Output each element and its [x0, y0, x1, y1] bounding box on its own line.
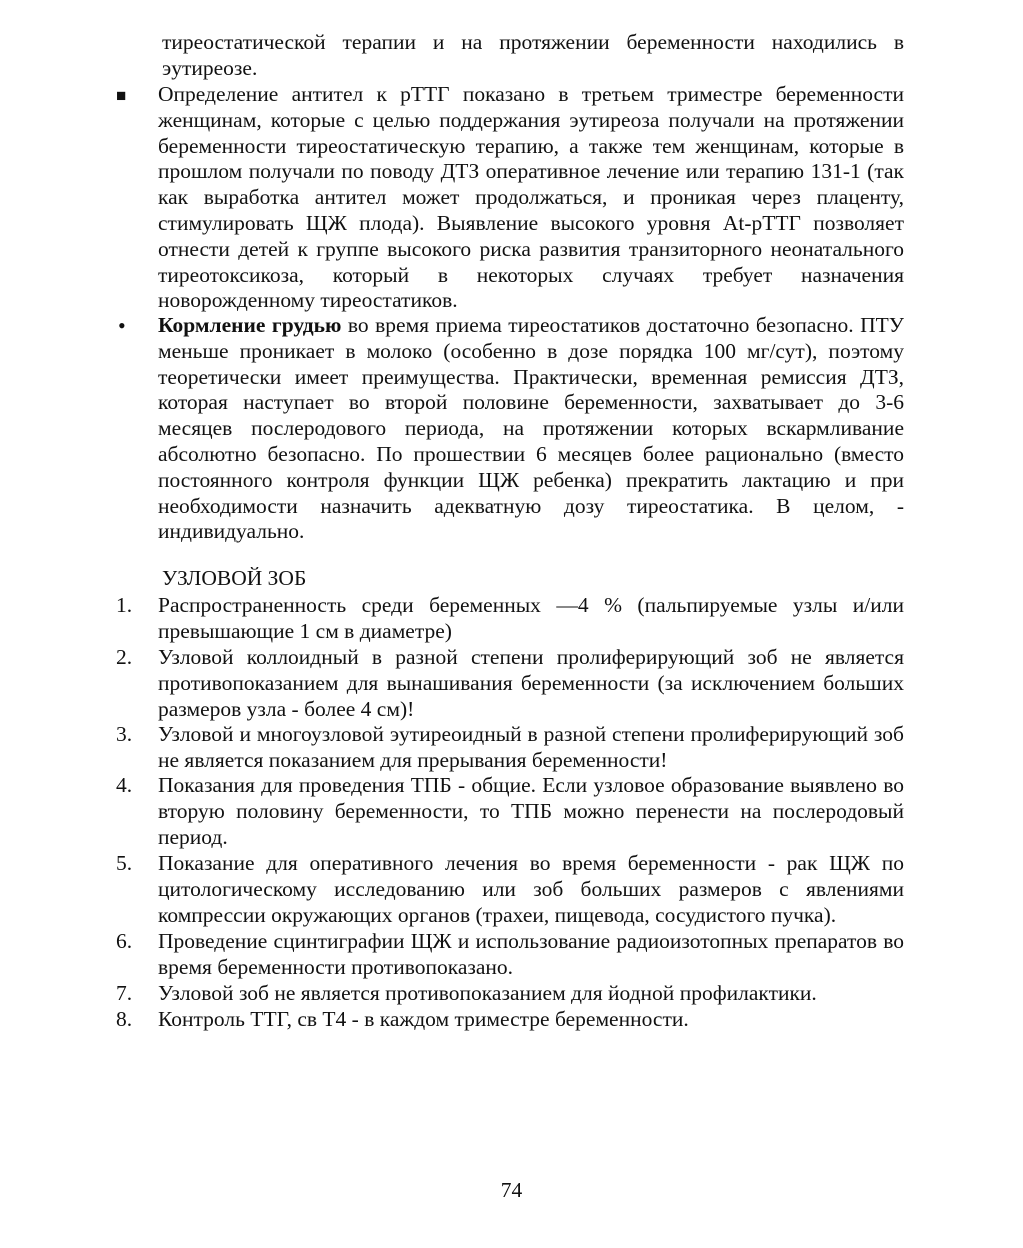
list-text: Показание для оперативного лечения во время беременности - рак ЩЖ по цитологическому исследованию или зоб больших размеров с явлениями компрессии окружающих органов (трахеи, пищевода, сосудистого пучка). — [158, 851, 904, 927]
list-text: Показания для проведения ТПБ - общие. Если узловое образование выявлено во вторую половину беременности, то ТПБ можно перенести на послеродовый период. — [158, 773, 904, 849]
bullet-item-antibodies — [108, 82, 904, 314]
list-item — [108, 645, 904, 722]
list-number: 6. — [116, 929, 133, 953]
bullet-body: во время приема тиреостатиков достаточно безопасно. ПТУ меньше проникает в молоко (особенно в дозе порядка 100 мг/сут), поэтому теоретически имеет преимущества. Практически, временная ремиссия ДТЗ, которая наступает во второй половине беременности, захватывает до 3-6 месяцев послеродового периода, на протяжении которых вскармливание абсолютно безопасно. По прошествии 6 месяцев более рационально (вместо постоянного контроля функции ЩЖ ребенка) прекратить лактацию и при необходимости назначить адекватную дозу тиреостатика. В целом, - индивидуально. — [158, 313, 904, 544]
bullet-text: Определение антител к рТТГ показано в третьем триместре беременности женщинам, которые с целью поддержания эутиреоза получали на протяжении беременности тиреостатическую терапию, а также тем женщинам, которые в прошлом получали по поводу ДТЗ оперативное лечение или терапию 131-1 (так как выработка антител может продолжаться, и проникая через плаценту, стимулировать ЩЖ плода). Выявление высокого уровня At-рТТГ позволяет отнести детей к группе высокого риска развития транзиторного неонатального тиреотоксикоза, который в некоторых случаях требует назначения новорожденному тиреостатиков. — [158, 82, 904, 313]
list-number: 7. — [116, 981, 133, 1005]
page-number: 74 — [500, 1178, 523, 1202]
list-number: 5. — [116, 851, 133, 875]
square-bullet-icon: ■ — [116, 86, 127, 105]
list-number: 3. — [116, 722, 133, 746]
list-text: Узловой и многоузловой эутиреоидный в разной степени пролиферирующий зоб не является показанием для прерывания беременности! — [158, 722, 904, 772]
list-text: Проведение сцинтиграфии ЩЖ и использование радиоизотопных препаратов во время беременности противопоказано. — [158, 929, 904, 979]
list-text: Распространенность среди беременных —4 % (пальпируемые узлы и/или превышающие 1 см в диаметре) — [158, 593, 904, 643]
section-title: УЗЛОВОЙ ЗОБ — [162, 566, 307, 590]
round-bullet-icon: • — [118, 313, 126, 338]
bullet-text — [158, 313, 904, 545]
list-text: Контроль ТТГ, св Т4 - в каждом триместре беременности. — [158, 1007, 689, 1031]
list-item — [108, 851, 904, 928]
list-item — [108, 929, 904, 981]
list-number: 4. — [116, 773, 133, 797]
list-text: Узловой зоб не является противопоказанием для йодной профилактики. — [158, 981, 817, 1005]
list-number: 8. — [116, 1007, 133, 1031]
list-item — [108, 773, 904, 850]
list-item — [108, 593, 904, 645]
list-number: 1. — [116, 593, 133, 617]
list-item — [108, 722, 904, 774]
bold-term: Кормление грудью — [158, 313, 342, 337]
list-number: 2. — [116, 645, 133, 669]
bullet-item-breastfeeding — [108, 313, 904, 545]
intro-paragraph: тиреостатической терапии и на протяжении беременности находились в эутиреозе. — [162, 30, 904, 80]
list-text: Узловой коллоидный в разной степени пролиферирующий зоб не является противопоказанием для вынашивания беременности (за исключением больших размеров узла - более 4 см)! — [158, 645, 904, 721]
list-item — [108, 981, 904, 1007]
list-item — [108, 1007, 904, 1033]
